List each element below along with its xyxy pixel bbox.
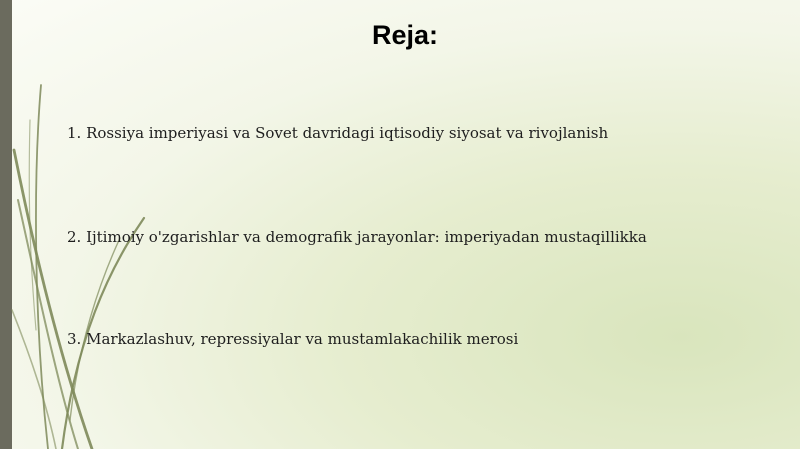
grass-blade	[12, 310, 56, 449]
grass-blade	[70, 238, 120, 420]
plan-item-2: 2. Ijtimoiy o'zgarishlar va demografik jarayonlar: imperiyadan mustaqillikka	[67, 228, 647, 246]
plan-item-1: 1. Rossiya imperiyasi va Sovet davridagi iqtisodiy siyosat va rivojlanish	[67, 124, 609, 142]
grass-decoration	[0, 0, 160, 449]
grass-blade	[14, 150, 92, 449]
slide-title: Reja:	[371, 20, 439, 50]
plan-item-3: 3. Markazlashuv, repressiyalar va mustamlakachilik merosi	[67, 330, 519, 348]
grass-blade	[29, 120, 36, 330]
